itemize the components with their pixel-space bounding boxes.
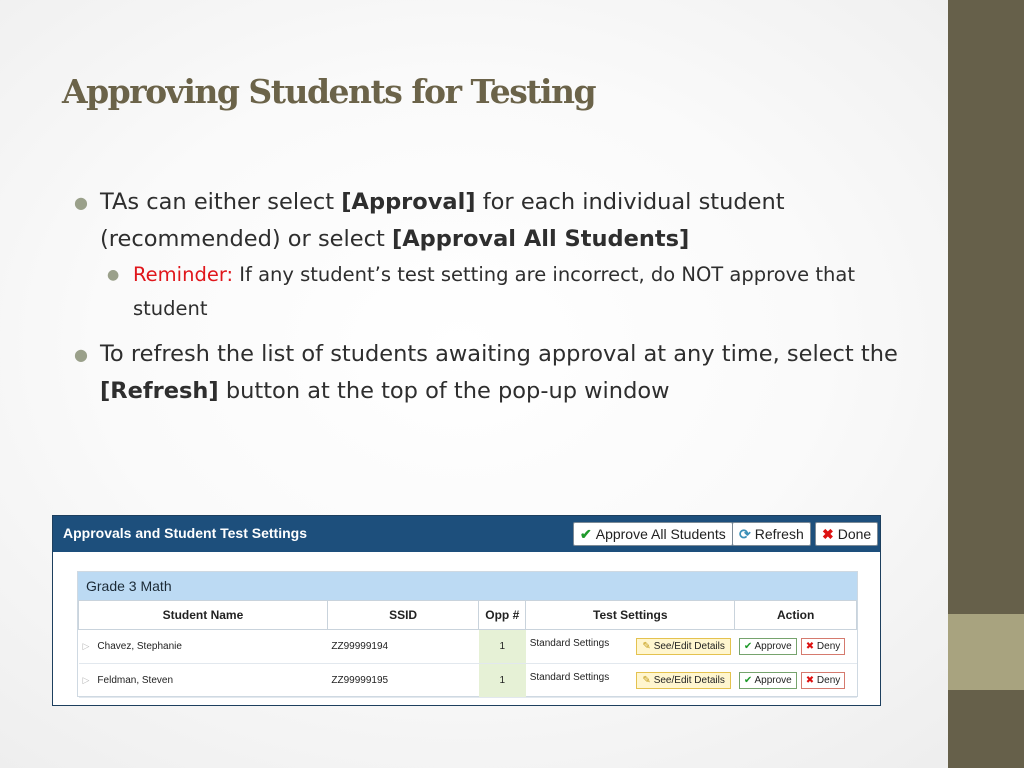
approvals-panel <box>52 515 881 706</box>
deny-button[interactable] <box>801 672 846 689</box>
bullet-bold: [Approval] <box>341 189 476 215</box>
approve-button[interactable] <box>739 672 797 689</box>
settings-cell <box>526 630 735 664</box>
panel-header <box>53 516 880 552</box>
see-edit-details-button[interactable] <box>636 638 731 655</box>
done-label: Done <box>837 526 872 542</box>
table-header-row <box>79 601 857 630</box>
bullet-dot-icon: ● <box>107 267 120 283</box>
student-name: Feldman, Steven <box>97 675 174 686</box>
refresh-button[interactable] <box>732 522 811 546</box>
refresh-label: Refresh <box>754 526 804 542</box>
refresh-icon: ⟳ <box>739 526 751 542</box>
approve-label: Approve <box>754 641 792 652</box>
check-icon: ✔ <box>743 641 753 652</box>
settings-text: Standard Settings <box>529 638 610 649</box>
x-icon: ✖ <box>805 641 815 652</box>
pencil-icon: ✎ <box>642 675 651 686</box>
bullet-text: To refresh the list of students awaiting approval at any time, select the <box>100 341 898 367</box>
opp-cell: 1 <box>479 664 526 698</box>
deny-label: Deny <box>816 641 841 652</box>
x-icon: ✖ <box>805 675 815 686</box>
bullet-dot-icon: ● <box>74 193 88 212</box>
approve-all-button[interactable] <box>573 522 733 546</box>
check-icon: ✔ <box>743 675 753 686</box>
approve-label: Approve <box>754 675 792 686</box>
done-button[interactable] <box>815 522 878 546</box>
triangle-right-icon[interactable]: ▷ <box>82 675 90 685</box>
slide-title: Approving Students for Testing <box>62 72 596 111</box>
column-header: Action <box>735 601 857 630</box>
student-name-cell <box>79 664 328 698</box>
settings-cell <box>526 664 735 698</box>
reminder-label: Reminder: <box>133 263 234 286</box>
sub-bullet-reminder <box>107 258 914 326</box>
students-table <box>78 600 857 698</box>
student-name: Chavez, Stephanie <box>97 641 182 652</box>
bullet-text: TAs can either select <box>100 189 342 215</box>
reminder-text: If any student’s test setting are incorrect, do NOT approve that student <box>133 263 855 320</box>
ssid-cell: ZZ99999194 <box>327 630 478 664</box>
action-cell <box>735 664 857 698</box>
check-icon: ✔ <box>580 526 592 542</box>
column-header: Student Name <box>79 601 328 630</box>
column-header: Test Settings <box>526 601 735 630</box>
bullet-refresh <box>74 336 914 410</box>
column-header: Opp # <box>479 601 526 630</box>
column-header: SSID <box>327 601 478 630</box>
deny-button[interactable] <box>801 638 846 655</box>
ssid-cell: ZZ99999195 <box>327 664 478 698</box>
grade-group <box>77 571 858 697</box>
settings-text: Standard Settings <box>529 672 610 683</box>
grade-header: Grade 3 Math <box>78 572 857 600</box>
bullet-bold: [Approval All Students] <box>391 226 690 252</box>
triangle-right-icon[interactable]: ▷ <box>82 641 90 651</box>
bullet-approval <box>74 184 914 258</box>
action-cell <box>735 630 857 664</box>
bullet-list <box>74 184 914 410</box>
bullet-text: button at the top of the pop-up window <box>218 378 670 404</box>
student-name-cell <box>79 630 328 664</box>
pencil-icon: ✎ <box>642 641 651 652</box>
deny-label: Deny <box>816 675 841 686</box>
x-icon: ✖ <box>822 526 834 542</box>
see-edit-details-button[interactable] <box>636 672 731 689</box>
panel-title: Approvals and Student Test Settings <box>63 525 307 541</box>
see-edit-label: See/Edit Details <box>653 675 725 686</box>
table-row <box>79 630 857 664</box>
sidebar-light-band <box>948 614 1024 690</box>
bullet-bold: [Refresh] <box>100 378 219 404</box>
see-edit-label: See/Edit Details <box>653 641 725 652</box>
opp-cell: 1 <box>479 630 526 664</box>
bullet-dot-icon: ● <box>74 345 88 364</box>
table-row <box>79 664 857 698</box>
approve-all-label: Approve All Students <box>595 526 726 542</box>
approve-button[interactable] <box>739 638 797 655</box>
bullet-text: for each individual student (recommended) or select <box>100 189 785 252</box>
